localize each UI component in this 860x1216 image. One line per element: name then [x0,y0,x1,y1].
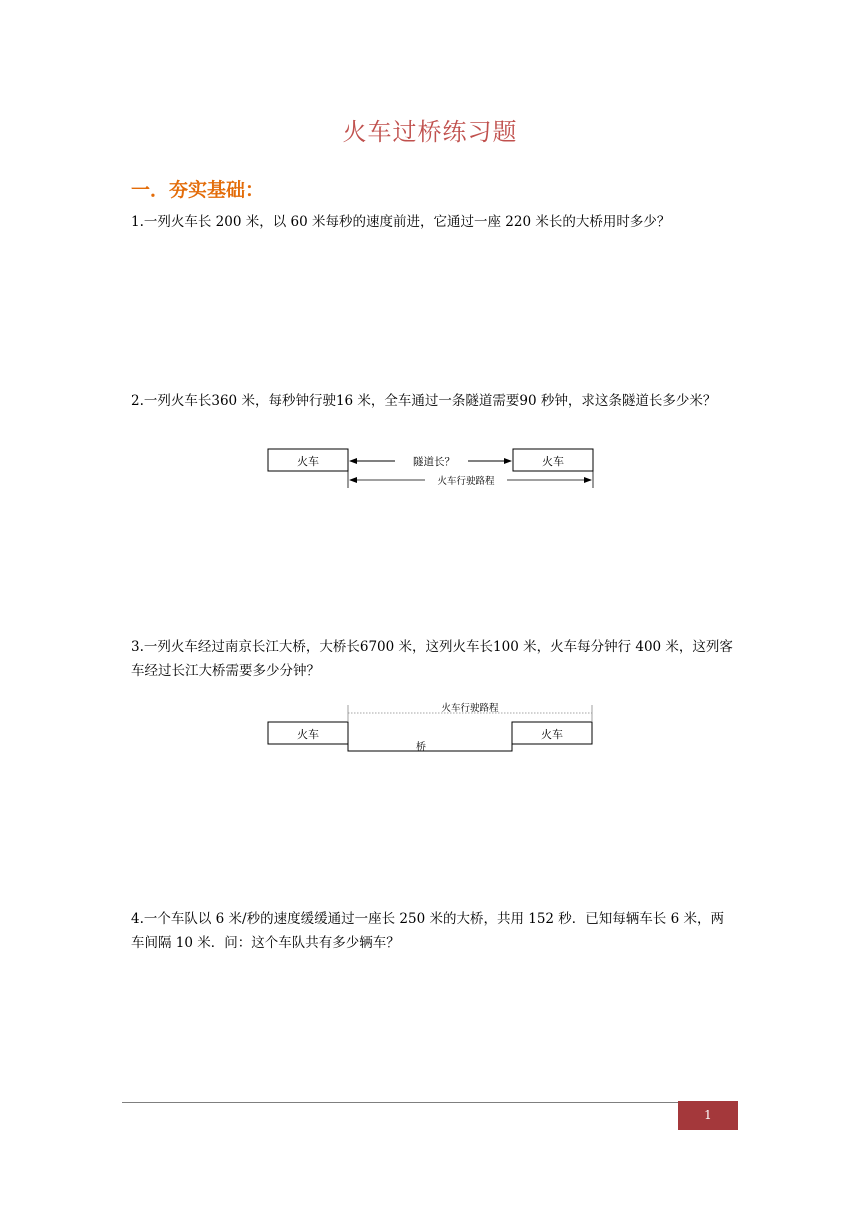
page-number: 1 [704,1108,712,1122]
question-2: 2.一列火车长360 米，每秒钟行驶16 米，全车通过一条隧道需要90 秒钟，求这条隧道长多少米？ [131,393,717,409]
bridge-diagram [268,702,592,753]
bridge-label: 桥 [416,742,426,753]
question-1: 1.一列火车长 200 米，以 60 米每秒的速度前进，它通过一座 220 米长的大桥用时多少？ [131,214,671,230]
train-label-left: 火车 [297,455,319,468]
train-label-right: 火车 [542,455,564,468]
section-heading: 一．夯实基础： [131,179,265,201]
bridge-outline [348,728,512,751]
question-4: 4.一个车队以 6 米/秒的速度缓缓通过一座长 250 米的大桥，共用 152 秒．已知每辆车长 6 米，两车间隔 10 米．问：这个车队共有多少辆车？ [131,911,724,951]
page-title: 火车过桥练习题 [342,118,518,146]
train-label-right: 火车 [541,728,563,741]
question-3: 3.一列火车经过南京长江大桥，大桥长6700 米，这列火车长100 米，火车每分钟行 400 米，这列客车经过长江大桥需要多少分钟？ [131,639,733,679]
tunnel-diagram [268,449,593,488]
tunnel-length-label: 隧道长？ [413,456,455,468]
train-label-left: 火车 [297,728,319,741]
distance-label: 火车行驶路程 [437,476,495,487]
distance-label: 火车行驶路程 [441,703,499,714]
footer-divider [122,1102,678,1103]
